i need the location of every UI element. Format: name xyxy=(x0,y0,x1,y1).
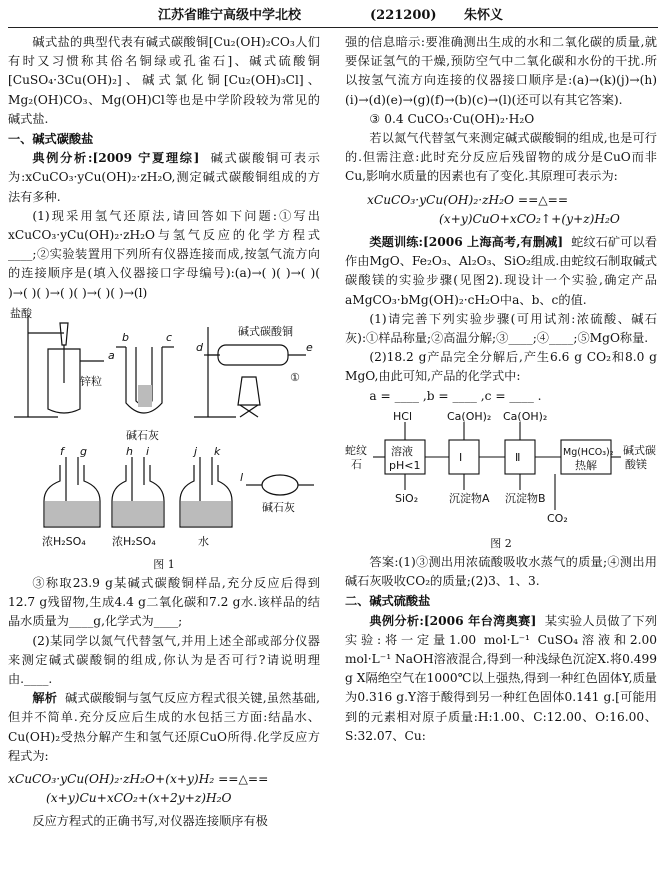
exercise-paragraph xyxy=(345,233,657,310)
fig2-box-1b: pH<1 xyxy=(389,458,421,472)
port-i: i xyxy=(146,444,150,458)
label-acid: 盐酸 xyxy=(10,306,32,320)
figure-1 xyxy=(8,305,320,555)
right-column xyxy=(345,33,657,746)
example-source: [2009 宁夏理综] xyxy=(92,151,200,166)
equation-2 xyxy=(345,191,657,229)
example-text: 碱式碳酸铜可表示为:xCuCO₃·yCu(OH)₂·zH₂O,测定碱式碳酸铜组成的方法有多种. xyxy=(8,151,320,204)
fig2-sio2: SiO₂ xyxy=(395,491,419,505)
port-l: l xyxy=(240,470,244,484)
fig2-box-4b: 热解 xyxy=(575,458,597,472)
example-2-paragraph xyxy=(345,612,657,746)
exercise-q2-blanks: a = ____ ,b = ____ ,c = ____ . xyxy=(369,388,542,403)
section-title-sulfate: 二、碱式硫酸盐 xyxy=(345,594,431,609)
label-lime-2: 碱石灰 xyxy=(262,500,295,514)
label-water: 水 xyxy=(198,534,209,548)
equation-1-line-1: xCuCO₃·yCu(OH)₂·zH₂O+(x+y)H₂ ==△== xyxy=(8,772,269,787)
port-g: g xyxy=(80,444,87,458)
page-header xyxy=(0,6,665,26)
answer-continuation: 强的信息暗示:要准确测出生成的水和二氧化碳的质量,就要保证氢气的干燥,预防空气中二氧化碳和水份的干扰.所以按氢气流方向连接的仪器接口顺序是:(a)→(k)(j)→(h)(i)→(d)(e)→(g)(f)→(b)(c)→(l)(还可以有其它答案). xyxy=(345,35,657,107)
header-rule xyxy=(8,27,658,28)
fig2-caoh-1: Ca(OH)₂ xyxy=(447,409,492,423)
question-3: ③称取23.9 g某碱式碳酸铜样品,充分反应后得到12.7 g残留物,生成4.4 g二氧化碳和7.2 g水.该样品的结晶水质量为____g,化学式为____; xyxy=(8,576,320,629)
exercise-q1: (1)请完善下列实验步骤(可用试剂:浓硫酸、碱石灰):①样品称量;②高温分解;③____;④____;⑤MgO称量. xyxy=(345,311,657,346)
example-2-source: [2006 年台湾奥赛] xyxy=(423,613,537,628)
equation-1 xyxy=(8,770,320,808)
exercise-label: 类题训练: xyxy=(369,235,424,250)
question-2: (2)某同学以氮气代替氢气,并用上述全部或部分仪器来测定碱式碳酸铜的组成,你认为是否可行?请说明理由.____. xyxy=(8,633,320,687)
port-f: f xyxy=(60,444,64,458)
port-c: c xyxy=(166,330,173,344)
figure-2 xyxy=(345,410,657,528)
left-column xyxy=(8,33,320,832)
exercise-source: [2006 上海高考,有删减] xyxy=(423,235,564,250)
school-name: 江苏省睢宁高级中学北校 xyxy=(158,8,302,23)
label-lime: 碱石灰 xyxy=(126,428,159,442)
equation-1-line-2: (x+y)Cu+xCO₂+(x+2y+z)H₂O xyxy=(46,791,232,806)
port-b: b xyxy=(122,330,129,344)
left-tail: 反应方程式的正确书写,对仪器连接顺序有极 xyxy=(32,814,268,829)
exercise-q2: (2)18.2 g产品完全分解后,产生6.6 g CO₂和8.0 g MgO,由此可知,产品的化学式中: xyxy=(345,350,657,384)
label-h2so4-b: 浓H₂SO₄ xyxy=(112,534,156,548)
port-a: a xyxy=(108,348,115,362)
analysis-text: 碱式碳酸铜与氢气反应方程式很关键,虽然基础,但并不简单.充分反应后生成的水包括三方面:结晶水、Cu(OH)₂受热分解产生和氢气还原CuO所得.化学反应方程式为: xyxy=(8,691,321,763)
answer-3: ③ 0.4 CuCO₃·Cu(OH)₂·H₂O xyxy=(369,111,535,126)
fig2-box-1a: 溶液 xyxy=(391,444,413,458)
example-label: 典例分析: xyxy=(32,151,93,166)
label-h2so4-a: 浓H₂SO₄ xyxy=(42,534,86,548)
section-title-carbonate: 一、碱式碳酸盐 xyxy=(8,132,94,147)
equation-2-line-2: (x+y)CuO+xCO₂↑+(y+z)H₂O xyxy=(439,211,620,226)
intro-paragraph: 碱式盐的典型代表有碱式碳酸铜[Cu₂(OH)₂CO₃人们有时又习惯称其俗名铜绿或孔雀石]、碱式硫酸铜[CuSO₄·3Cu(OH)₂]、碱式氯化铜[Cu₂(OH)₃Cl]、Mg₂(OH)CO₃、Mg(OH)Cl等也是中学阶段较为常见的碱式盐. xyxy=(8,35,320,126)
example-2-text: 某实验人员做了下列实验:将一定量1.00 mol·L⁻¹ CuSO₄溶液和2.00 mol·L⁻¹ NaOH溶液混合,得到一种浅绿色沉淀X.将0.499 g X隔绝空气在1000℃以上强热,得到一种红色固体Y,质量为0.316 g.Y溶于酸得到另一种红色固体0.141 g.[可能用到的元素相对原子质量:H:1.00、C:12.00、O:16.00、S:32.07、Cu: xyxy=(345,613,658,743)
exercise-text: 蛇纹石矿可以看作由MgO、Fe₂O₃、Al₂O₃、SiO₂组成.由蛇纹石制取碱式碳酸镁的实验步骤(见图2).现设计一个实验,确定产品aMgCO₃·bMg(OH)₂·cH₂O中a、b、c的值. xyxy=(345,235,658,307)
fig2-ore-2: 石 xyxy=(351,457,362,471)
exercise-answer: 答案:(1)③测出用浓硫酸吸收水蒸气的质量;④测出用碱石灰吸收CO₂的质量;(2)3、1、3. xyxy=(345,555,657,589)
fig2-product-1: 碱式碳 xyxy=(623,443,656,457)
port-k: k xyxy=(214,444,221,458)
port-e: e xyxy=(306,340,313,354)
fig2-hcl: HCl xyxy=(393,409,413,423)
fig2-product-2: 酸镁 xyxy=(625,457,647,471)
label-zinc: 锌粒 xyxy=(80,374,102,388)
postal-code: (221200) xyxy=(370,8,437,23)
figure-1-caption: 图 1 xyxy=(153,557,175,571)
analysis-label: 解析 xyxy=(32,691,58,706)
question-1: (1)现采用氢气还原法,请回答如下问题:①写出xCuCO₃·yCu(OH)₂·zH₂O与氢气反应的化学方程式____;②实验装置用下列所有仪器连接而成,按氢气流方向的连接顺序是(填入仪器接口字母编号):(a)→( )( )→( )( )→( )( )→( )( )→( )( )→(l) xyxy=(8,208,320,300)
fig2-box-3: Ⅱ xyxy=(515,450,521,464)
analysis-paragraph xyxy=(8,689,320,766)
figure-2-caption: 图 2 xyxy=(490,536,512,550)
author-name: 朱怀义 xyxy=(464,8,504,23)
port-h: h xyxy=(126,444,133,458)
fig2-ore-1: 蛇纹 xyxy=(345,443,367,457)
fig2-box-2: Ⅰ xyxy=(459,450,463,464)
fig2-precipitate-a: 沉淀物A xyxy=(449,491,490,505)
fig2-co2: CO₂ xyxy=(547,511,568,525)
fig2-box-4a: Mg(HCO₃)₂ xyxy=(563,446,614,458)
port-d: d xyxy=(196,340,203,354)
example-paragraph xyxy=(8,149,320,207)
label-sample: 碱式碳酸铜 xyxy=(238,324,293,338)
equation-2-line-1: xCuCO₃·yCu(OH)₂·zH₂O ==△== xyxy=(367,192,569,207)
fig2-precipitate-b: 沉淀物B xyxy=(505,491,546,505)
nitrogen-paragraph: 若以氮气代替氢气来测定碱式碳酸铜的组成,也是可行的.但需注意:此时充分反应后残留物的成分是CuO而非Cu,影响水质量的因素也有了变化.其原理可表示为: xyxy=(345,131,657,184)
fig2-caoh-2: Ca(OH)₂ xyxy=(503,409,548,423)
example-2-label: 典例分析: xyxy=(369,613,424,628)
label-circle: ① xyxy=(290,370,300,384)
port-j: j xyxy=(194,444,198,458)
